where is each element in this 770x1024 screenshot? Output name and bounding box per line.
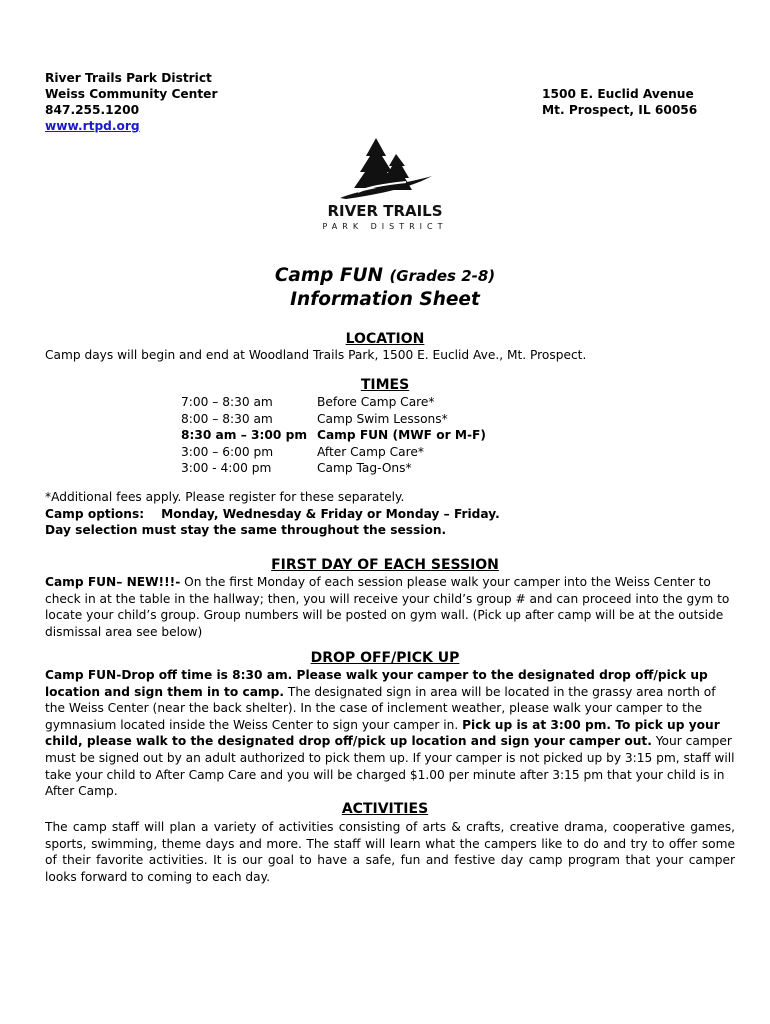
org-name: River Trails Park District [45, 71, 212, 85]
camp-options: Camp options: Monday, Wednesday & Friday or Monday – Friday. [45, 507, 500, 521]
times-row-main: 8:30 am – 3:00 pm Camp FUN (MWF or M-F) [181, 428, 486, 442]
location-heading: LOCATION [345, 331, 425, 347]
address-street: 1500 E. Euclid Avenue [542, 87, 694, 101]
activities-text: The camp staff will plan a variety of activities consisting of arts & crafts, creative drama, cooperative games, sports, swimming, theme days and more. The staff will learn what the campers like to do and try to offer some of their favorite activities. It is our goal to have a safe, fun and festive day camp program that your camper looks forward to coming to each day. [45, 820, 735, 884]
fees-note: *Additional fees apply. Please register for these separately. [45, 490, 405, 504]
times-row: 3:00 – 6:00 pm After Camp Care* [181, 444, 424, 459]
times-row: 3:00 - 4:00 pm Camp Tag-Ons* [181, 461, 412, 475]
logo-sub: PARK DISTRICT [322, 222, 448, 231]
org-contact-block [45, 70, 217, 134]
dropoff-heading: DROP OFF/PICK UP [310, 650, 460, 666]
title-main: Camp FUN [274, 265, 390, 286]
location-text: Camp days will begin and end at Woodland Trails Park, 1500 E. Euclid Ave., Mt. Prospect. [45, 348, 587, 362]
title-grades: (Grades 2-8) [389, 267, 496, 285]
address-block [542, 86, 697, 118]
times-row: 8:00 – 8:30 am Camp Swim Lessons* [181, 411, 448, 426]
times-table [181, 394, 486, 477]
first-day-heading: FIRST DAY OF EACH SESSION [271, 557, 499, 573]
activities-heading: ACTIVITIES [341, 801, 429, 817]
page-title [0, 264, 770, 288]
phone-number: 847.255.1200 [45, 103, 140, 117]
times-heading: TIMES [360, 377, 410, 393]
page-subtitle: Information Sheet [290, 289, 480, 310]
river-trails-logo [310, 136, 460, 232]
address-city: Mt. Prospect, IL 60056 [542, 103, 698, 117]
dropoff-text: Camp FUN-Drop off time is 8:30 am. Please walk your camper to the designated drop off/pick up location and sign them in to camp. The designated sign in area will be located in the grassy area north of the Weiss Center (near the back shelter). In the case of inclement weather, please walk your camper to the gymnasium located inside the Weiss Center to sign your camper in. Pick up is at 3:00 pm. To pick up your child, please walk to the designated drop off/pick up location and sign your camper out. Your camper must be signed out by an adult authorized to pick them up. If your camper is not picked up by 3:15 pm, staff will take your child to After Camp Care and you will be charged $1.00 per minute after 3:15 pm that your child is in After Camp. [45, 668, 735, 799]
times-row: 7:00 – 8:30 am Before Camp Care* [181, 395, 435, 409]
tree-logo-icon [310, 136, 460, 232]
logo-name: RIVER TRAILS [327, 202, 443, 220]
center-name: Weiss Community Center [45, 87, 218, 101]
website-link[interactable]: www.rtpd.org [45, 119, 140, 133]
day-selection-note: Day selection must stay the same throughout the session. [45, 523, 447, 537]
first-day-text: Camp FUN– NEW!!!- On the first Monday of each session please walk your camper into the Weiss Center to check in at the table in the hallway; then, you will receive your child’s group # and can proceed into the gym to locate your child’s group. Group numbers will be posted on gym wall. (Pick up after camp will be at the outside dismissal area see below) [45, 575, 730, 639]
